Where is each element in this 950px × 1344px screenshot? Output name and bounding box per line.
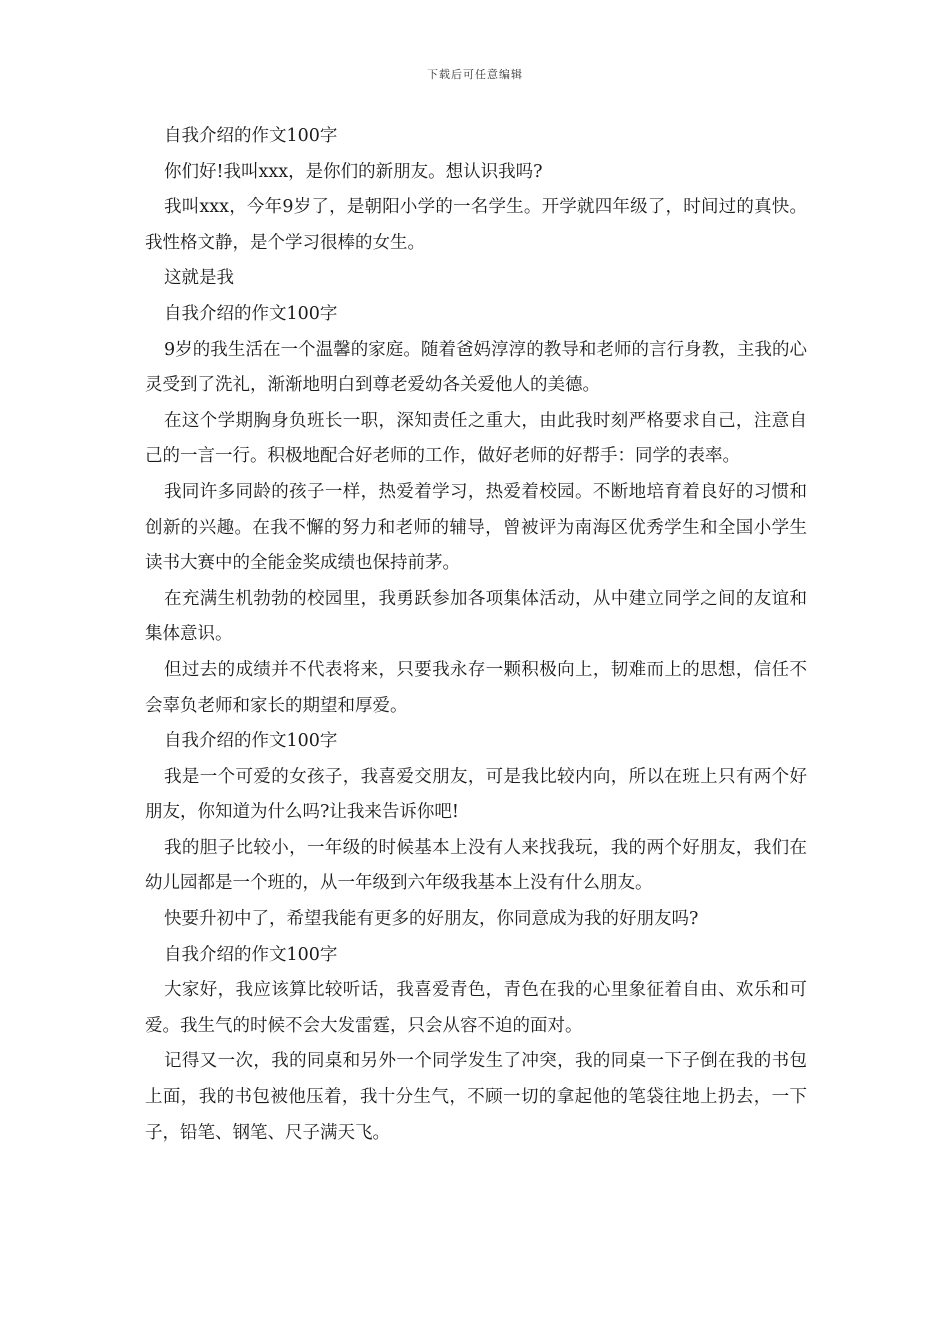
paragraph: 快要升初中了，希望我能有更多的好朋友，你同意成为我的好朋友吗? (164, 909, 699, 930)
paragraph: 我同许多同龄的孩子一样，热爱着学习，热爱着校园。不断地培育着良好的习惯和创新的兴趣。在我不懈的努力和老师的辅导，曾被评为南海区优秀学生和全国小学生读书大赛中的全能金奖成绩也保持前茅。 (145, 481, 807, 574)
paragraph: 在这个学期胸身负班长一职，深知责任之重大，由此我时刻严格要求自己，注意自己的一言一行。积极地配合好老师的工作，做好老师的好帮手：同学的表率。 (145, 410, 807, 467)
paragraph: 你们好!我叫xxx，是你们的新朋友。想认识我吗? (164, 161, 543, 182)
essay-title-2: 自我介绍的作文100字 (164, 303, 338, 324)
essay-title-4: 自我介绍的作文100字 (164, 944, 338, 965)
paragraph: 大家好，我应该算比较听话，我喜爱青色，青色在我的心里象征着自由、欢乐和可爱。我生气的时候不会大发雷霆，只会从容不迫的面对。 (145, 980, 807, 1036)
paragraph: 但过去的成绩并不代表将来，只要我永存一颗积极向上，韧难而上的思想，信任不会辜负老师和家长的期望和厚爱。 (145, 659, 807, 716)
document-body (145, 119, 807, 1151)
page-header-note: 下载后可任意编辑 (427, 68, 523, 81)
paragraph: 这就是我 (164, 268, 234, 289)
paragraph: 在充满生机勃勃的校园里，我勇跃参加各项集体活动，从中建立同学之间的友谊和集体意识。 (145, 588, 807, 645)
paragraph: 我的胆子比较小，一年级的时候基本上没有人来找我玩，我的两个好朋友，我们在幼儿园都是一个班的，从一年级到六年级我基本上没有什么朋友。 (145, 837, 807, 894)
paragraph: 9岁的我生活在一个温馨的家庭。随着爸妈淳淳的教导和老师的言行身教，主我的心灵受到了洗礼，渐渐地明白到尊老爱幼各关爱他人的美德。 (145, 339, 807, 396)
paragraph: 记得又一次，我的同桌和另外一个同学发生了冲突，我的同桌一下子倒在我的书包上面，我的书包被他压着，我十分生气，不顾一切的拿起他的笔袋往地上扔去，一下子，铅笔、钢笔、尺子满天飞。 (145, 1051, 807, 1143)
paragraph: 我叫xxx，今年9岁了，是朝阳小学的一名学生。开学就四年级了，时间过的真快。我性格文静，是个学习很棒的女生。 (145, 197, 807, 253)
essay-title-1: 自我介绍的作文100字 (164, 126, 338, 146)
essay-title-3: 自我介绍的作文100字 (164, 731, 338, 752)
paragraph: 我是一个可爱的女孩子，我喜爱交朋友，可是我比较内向，所以在班上只有两个好朋友，你知道为什么吗?让我来告诉你吧! (145, 766, 807, 823)
